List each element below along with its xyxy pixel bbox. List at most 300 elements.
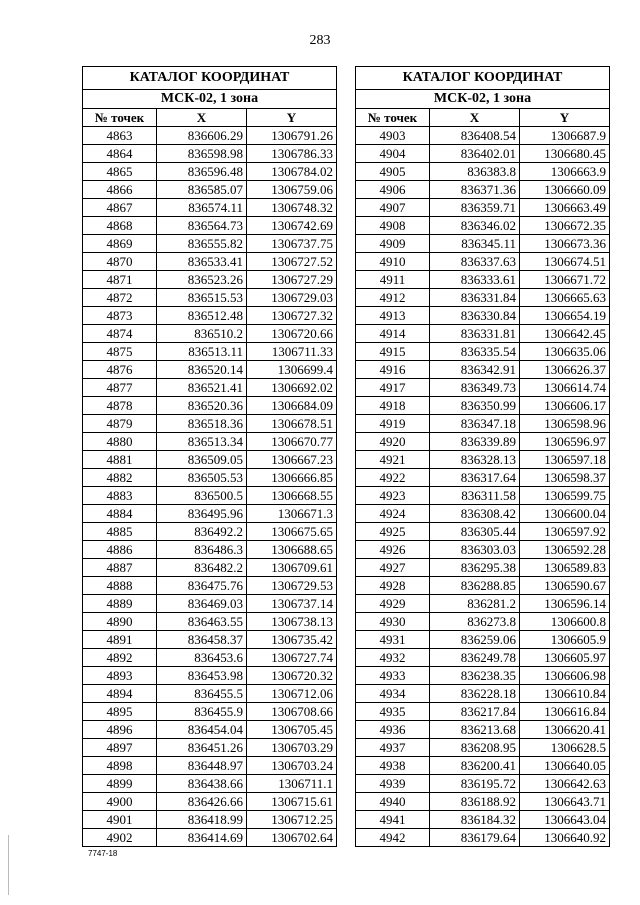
- x-coordinate-cell: 836523.26: [157, 271, 247, 289]
- point-number-cell: 4907: [356, 199, 430, 217]
- table-row: [356, 577, 610, 595]
- point-number-cell: 4935: [356, 703, 430, 721]
- y-coordinate-cell: 1306720.32: [247, 667, 337, 685]
- x-coordinate-cell: 836342.91: [430, 361, 520, 379]
- x-coordinate-cell: 836598.98: [157, 145, 247, 163]
- y-coordinate-cell: 1306614.74: [520, 379, 610, 397]
- y-coordinate-cell: 1306606.17: [520, 397, 610, 415]
- table-row: [83, 271, 337, 289]
- x-coordinate-cell: 836200.41: [430, 757, 520, 775]
- x-coordinate-cell: 836317.64: [430, 469, 520, 487]
- table-row: [356, 217, 610, 235]
- point-number-cell: 4867: [83, 199, 157, 217]
- point-number-cell: 4897: [83, 739, 157, 757]
- table-row: [356, 433, 610, 451]
- x-coordinate-cell: 836475.76: [157, 577, 247, 595]
- point-number-cell: 4879: [83, 415, 157, 433]
- table-row: [83, 325, 337, 343]
- point-number-cell: 4904: [356, 145, 430, 163]
- table-row: [356, 343, 610, 361]
- table-row: [83, 451, 337, 469]
- y-coordinate-cell: 1306643.04: [520, 811, 610, 829]
- table-row: [83, 433, 337, 451]
- point-number-cell: 4892: [83, 649, 157, 667]
- x-coordinate-cell: 836259.06: [430, 631, 520, 649]
- x-coordinate-cell: 836463.55: [157, 613, 247, 631]
- point-number-cell: 4914: [356, 325, 430, 343]
- y-coordinate-cell: 1306628.5: [520, 739, 610, 757]
- y-coordinate-cell: 1306712.25: [247, 811, 337, 829]
- point-number-cell: 4895: [83, 703, 157, 721]
- y-coordinate-cell: 1306620.41: [520, 721, 610, 739]
- x-coordinate-cell: 836426.66: [157, 793, 247, 811]
- y-coordinate-cell: 1306703.24: [247, 757, 337, 775]
- table-title: КАТАЛОГ КООРДИНАТ: [356, 67, 610, 90]
- x-coordinate-cell: 836208.95: [430, 739, 520, 757]
- point-number-cell: 4909: [356, 235, 430, 253]
- y-coordinate-cell: 1306671.3: [247, 505, 337, 523]
- point-number-cell: 4880: [83, 433, 157, 451]
- table-row: [356, 811, 610, 829]
- point-number-cell: 4900: [83, 793, 157, 811]
- y-coordinate-cell: 1306674.51: [520, 253, 610, 271]
- table-row: [83, 343, 337, 361]
- point-number-cell: 4942: [356, 829, 430, 847]
- y-coordinate-cell: 1306616.84: [520, 703, 610, 721]
- x-coordinate-cell: 836513.34: [157, 433, 247, 451]
- table-row: [83, 577, 337, 595]
- table-row: [83, 541, 337, 559]
- x-coordinate-cell: 836217.84: [430, 703, 520, 721]
- y-coordinate-cell: 1306642.45: [520, 325, 610, 343]
- table-row: [83, 811, 337, 829]
- table-row: [356, 649, 610, 667]
- x-coordinate-cell: 836509.05: [157, 451, 247, 469]
- y-coordinate-cell: 1306670.77: [247, 433, 337, 451]
- y-coordinate-cell: 1306692.02: [247, 379, 337, 397]
- y-coordinate-cell: 1306626.37: [520, 361, 610, 379]
- table-row: [83, 559, 337, 577]
- point-number-cell: 4931: [356, 631, 430, 649]
- y-coordinate-cell: 1306600.04: [520, 505, 610, 523]
- column-header-y: Y: [247, 109, 337, 127]
- x-coordinate-cell: 836454.04: [157, 721, 247, 739]
- table-row: [83, 793, 337, 811]
- y-coordinate-cell: 1306703.29: [247, 739, 337, 757]
- point-number-cell: 4891: [83, 631, 157, 649]
- x-coordinate-cell: 836330.84: [430, 307, 520, 325]
- point-number-cell: 4899: [83, 775, 157, 793]
- y-coordinate-cell: 1306715.61: [247, 793, 337, 811]
- x-coordinate-cell: 836596.48: [157, 163, 247, 181]
- x-coordinate-cell: 836339.89: [430, 433, 520, 451]
- x-coordinate-cell: 836335.54: [430, 343, 520, 361]
- table-row: [83, 127, 337, 145]
- y-coordinate-cell: 1306660.09: [520, 181, 610, 199]
- x-coordinate-cell: 836349.73: [430, 379, 520, 397]
- table-row: [83, 631, 337, 649]
- y-coordinate-cell: 1306597.18: [520, 451, 610, 469]
- y-coordinate-cell: 1306737.14: [247, 595, 337, 613]
- x-coordinate-cell: 836515.53: [157, 289, 247, 307]
- x-coordinate-cell: 836347.18: [430, 415, 520, 433]
- x-coordinate-cell: 836455.9: [157, 703, 247, 721]
- y-coordinate-cell: 1306791.26: [247, 127, 337, 145]
- x-coordinate-cell: 836408.54: [430, 127, 520, 145]
- x-coordinate-cell: 836505.53: [157, 469, 247, 487]
- x-coordinate-cell: 836495.96: [157, 505, 247, 523]
- y-coordinate-cell: 1306654.19: [520, 307, 610, 325]
- y-coordinate-cell: 1306711.33: [247, 343, 337, 361]
- point-number-cell: 4924: [356, 505, 430, 523]
- table-row: [83, 217, 337, 235]
- point-number-cell: 4925: [356, 523, 430, 541]
- table-row: [83, 253, 337, 271]
- document-code: 7747-18: [88, 849, 118, 858]
- point-number-cell: 4917: [356, 379, 430, 397]
- table-row: [356, 793, 610, 811]
- table-row: [83, 307, 337, 325]
- x-coordinate-cell: 836238.35: [430, 667, 520, 685]
- table-row: [356, 523, 610, 541]
- y-coordinate-cell: 1306600.8: [520, 613, 610, 631]
- x-coordinate-cell: 836486.3: [157, 541, 247, 559]
- y-coordinate-cell: 1306598.37: [520, 469, 610, 487]
- point-number-cell: 4934: [356, 685, 430, 703]
- table-zone: МСК-02, 1 зона: [83, 90, 337, 109]
- point-number-cell: 4873: [83, 307, 157, 325]
- point-number-cell: 4865: [83, 163, 157, 181]
- y-coordinate-cell: 1306635.06: [520, 343, 610, 361]
- x-coordinate-cell: 836451.26: [157, 739, 247, 757]
- point-number-cell: 4927: [356, 559, 430, 577]
- table-row: [356, 397, 610, 415]
- y-coordinate-cell: 1306671.72: [520, 271, 610, 289]
- x-coordinate-cell: 836448.97: [157, 757, 247, 775]
- table-row: [83, 595, 337, 613]
- y-coordinate-cell: 1306702.64: [247, 829, 337, 847]
- x-coordinate-cell: 836458.37: [157, 631, 247, 649]
- point-number-cell: 4866: [83, 181, 157, 199]
- table-row: [83, 613, 337, 631]
- y-coordinate-cell: 1306759.06: [247, 181, 337, 199]
- point-number-cell: 4890: [83, 613, 157, 631]
- table-row: [356, 775, 610, 793]
- table-row: [356, 541, 610, 559]
- x-coordinate-cell: 836359.71: [430, 199, 520, 217]
- table-row: [356, 415, 610, 433]
- table-row: [356, 235, 610, 253]
- point-number-cell: 4886: [83, 541, 157, 559]
- point-number-cell: 4902: [83, 829, 157, 847]
- x-coordinate-cell: 836520.14: [157, 361, 247, 379]
- table-row: [356, 595, 610, 613]
- point-number-cell: 4876: [83, 361, 157, 379]
- point-number-cell: 4871: [83, 271, 157, 289]
- point-number-cell: 4878: [83, 397, 157, 415]
- point-number-cell: 4919: [356, 415, 430, 433]
- point-number-cell: 4941: [356, 811, 430, 829]
- table-row: [83, 703, 337, 721]
- x-coordinate-cell: 836513.11: [157, 343, 247, 361]
- y-coordinate-cell: 1306606.98: [520, 667, 610, 685]
- page-number: 283: [309, 33, 331, 48]
- y-coordinate-cell: 1306597.92: [520, 523, 610, 541]
- x-coordinate-cell: 836371.36: [430, 181, 520, 199]
- table-row: [356, 613, 610, 631]
- x-coordinate-cell: 836606.29: [157, 127, 247, 145]
- x-coordinate-cell: 836500.5: [157, 487, 247, 505]
- table-row: [83, 649, 337, 667]
- point-number-cell: 4938: [356, 757, 430, 775]
- table-row: [83, 487, 337, 505]
- table-row: [83, 145, 337, 163]
- y-coordinate-cell: 1306735.42: [247, 631, 337, 649]
- table-row: [356, 559, 610, 577]
- x-coordinate-cell: 836333.61: [430, 271, 520, 289]
- y-coordinate-cell: 1306589.83: [520, 559, 610, 577]
- y-coordinate-cell: 1306643.71: [520, 793, 610, 811]
- table-row: [83, 667, 337, 685]
- y-coordinate-cell: 1306605.9: [520, 631, 610, 649]
- table-row: [83, 163, 337, 181]
- point-number-cell: 4874: [83, 325, 157, 343]
- y-coordinate-cell: 1306738.13: [247, 613, 337, 631]
- table-row: [356, 487, 610, 505]
- point-number-cell: 4908: [356, 217, 430, 235]
- y-coordinate-cell: 1306711.1: [247, 775, 337, 793]
- y-coordinate-cell: 1306720.66: [247, 325, 337, 343]
- x-coordinate-cell: 836346.02: [430, 217, 520, 235]
- x-coordinate-cell: 836469.03: [157, 595, 247, 613]
- x-coordinate-cell: 836331.84: [430, 289, 520, 307]
- y-coordinate-cell: 1306675.65: [247, 523, 337, 541]
- x-coordinate-cell: 836414.69: [157, 829, 247, 847]
- table-row: [83, 685, 337, 703]
- y-coordinate-cell: 1306610.84: [520, 685, 610, 703]
- y-coordinate-cell: 1306688.65: [247, 541, 337, 559]
- x-coordinate-cell: 836383.8: [430, 163, 520, 181]
- x-coordinate-cell: 836281.2: [430, 595, 520, 613]
- x-coordinate-cell: 836585.07: [157, 181, 247, 199]
- point-number-cell: 4872: [83, 289, 157, 307]
- point-number-cell: 4922: [356, 469, 430, 487]
- y-coordinate-cell: 1306712.06: [247, 685, 337, 703]
- table-row: [356, 667, 610, 685]
- y-coordinate-cell: 1306642.63: [520, 775, 610, 793]
- y-coordinate-cell: 1306729.53: [247, 577, 337, 595]
- point-number-cell: 4923: [356, 487, 430, 505]
- point-number-cell: 4868: [83, 217, 157, 235]
- x-coordinate-cell: 836453.98: [157, 667, 247, 685]
- y-coordinate-cell: 1306592.28: [520, 541, 610, 559]
- y-coordinate-cell: 1306680.45: [520, 145, 610, 163]
- table-row: [83, 361, 337, 379]
- point-number-cell: 4888: [83, 577, 157, 595]
- y-coordinate-cell: 1306727.52: [247, 253, 337, 271]
- table-title: КАТАЛОГ КООРДИНАТ: [83, 67, 337, 90]
- table-row: [83, 181, 337, 199]
- table-row: [83, 199, 337, 217]
- x-coordinate-cell: 836350.99: [430, 397, 520, 415]
- point-number-cell: 4906: [356, 181, 430, 199]
- table-row: [83, 775, 337, 793]
- y-coordinate-cell: 1306737.75: [247, 235, 337, 253]
- x-coordinate-cell: 836328.13: [430, 451, 520, 469]
- point-number-cell: 4883: [83, 487, 157, 505]
- x-coordinate-cell: 836492.2: [157, 523, 247, 541]
- x-coordinate-cell: 836520.36: [157, 397, 247, 415]
- x-coordinate-cell: 836521.41: [157, 379, 247, 397]
- table-row: [356, 685, 610, 703]
- table-row: [83, 379, 337, 397]
- y-coordinate-cell: 1306665.63: [520, 289, 610, 307]
- table-zone: МСК-02, 1 зона: [356, 90, 610, 109]
- column-header-x: X: [157, 109, 247, 127]
- y-coordinate-cell: 1306786.33: [247, 145, 337, 163]
- point-number-cell: 4893: [83, 667, 157, 685]
- y-coordinate-cell: 1306727.32: [247, 307, 337, 325]
- y-coordinate-cell: 1306709.61: [247, 559, 337, 577]
- point-number-cell: 4913: [356, 307, 430, 325]
- x-coordinate-cell: 836455.5: [157, 685, 247, 703]
- table-row: [356, 127, 610, 145]
- table-row: [356, 253, 610, 271]
- x-coordinate-cell: 836345.11: [430, 235, 520, 253]
- y-coordinate-cell: 1306605.97: [520, 649, 610, 667]
- y-coordinate-cell: 1306598.96: [520, 415, 610, 433]
- point-number-cell: 4918: [356, 397, 430, 415]
- x-coordinate-cell: 836512.48: [157, 307, 247, 325]
- table-row: [356, 361, 610, 379]
- table-row: [83, 523, 337, 541]
- x-coordinate-cell: 836288.85: [430, 577, 520, 595]
- table-row: [83, 829, 337, 847]
- table-row: [83, 739, 337, 757]
- y-coordinate-cell: 1306667.23: [247, 451, 337, 469]
- x-coordinate-cell: 836337.63: [430, 253, 520, 271]
- table-row: [356, 271, 610, 289]
- y-coordinate-cell: 1306684.09: [247, 397, 337, 415]
- table-row: [356, 379, 610, 397]
- point-number-cell: 4921: [356, 451, 430, 469]
- table-row: [356, 289, 610, 307]
- table-row: [356, 505, 610, 523]
- point-number-cell: 4905: [356, 163, 430, 181]
- table-body: [356, 127, 610, 847]
- x-coordinate-cell: 836311.58: [430, 487, 520, 505]
- point-number-cell: 4887: [83, 559, 157, 577]
- coordinate-catalog-table-left: [82, 66, 337, 847]
- point-number-cell: 4889: [83, 595, 157, 613]
- point-number-cell: 4875: [83, 343, 157, 361]
- y-coordinate-cell: 1306668.55: [247, 487, 337, 505]
- x-coordinate-cell: 836249.78: [430, 649, 520, 667]
- y-coordinate-cell: 1306599.75: [520, 487, 610, 505]
- point-number-cell: 4885: [83, 523, 157, 541]
- point-number-cell: 4933: [356, 667, 430, 685]
- table-row: [83, 397, 337, 415]
- column-header-point-number: № точек: [83, 109, 157, 127]
- point-number-cell: 4937: [356, 739, 430, 757]
- column-header-y: Y: [520, 109, 610, 127]
- y-coordinate-cell: 1306673.36: [520, 235, 610, 253]
- x-coordinate-cell: 836305.44: [430, 523, 520, 541]
- table-row: [356, 703, 610, 721]
- coordinate-catalog-table-right: [355, 66, 610, 847]
- y-coordinate-cell: 1306784.02: [247, 163, 337, 181]
- x-coordinate-cell: 836188.92: [430, 793, 520, 811]
- y-coordinate-cell: 1306663.49: [520, 199, 610, 217]
- x-coordinate-cell: 836564.73: [157, 217, 247, 235]
- y-coordinate-cell: 1306678.51: [247, 415, 337, 433]
- x-coordinate-cell: 836195.72: [430, 775, 520, 793]
- table-row: [83, 415, 337, 433]
- x-coordinate-cell: 836213.68: [430, 721, 520, 739]
- y-coordinate-cell: 1306727.29: [247, 271, 337, 289]
- table-row: [356, 181, 610, 199]
- point-number-cell: 4903: [356, 127, 430, 145]
- x-coordinate-cell: 836533.41: [157, 253, 247, 271]
- point-number-cell: 4930: [356, 613, 430, 631]
- y-coordinate-cell: 1306705.45: [247, 721, 337, 739]
- table-row: [356, 469, 610, 487]
- table-row: [356, 451, 610, 469]
- y-coordinate-cell: 1306666.85: [247, 469, 337, 487]
- point-number-cell: 4932: [356, 649, 430, 667]
- y-coordinate-cell: 1306727.74: [247, 649, 337, 667]
- table-row: [356, 145, 610, 163]
- point-number-cell: 4869: [83, 235, 157, 253]
- column-header-x: X: [430, 109, 520, 127]
- y-coordinate-cell: 1306687.9: [520, 127, 610, 145]
- x-coordinate-cell: 836453.6: [157, 649, 247, 667]
- point-number-cell: 4898: [83, 757, 157, 775]
- y-coordinate-cell: 1306590.67: [520, 577, 610, 595]
- x-coordinate-cell: 836438.66: [157, 775, 247, 793]
- x-coordinate-cell: 836518.36: [157, 415, 247, 433]
- point-number-cell: 4940: [356, 793, 430, 811]
- point-number-cell: 4894: [83, 685, 157, 703]
- y-coordinate-cell: 1306663.9: [520, 163, 610, 181]
- table-row: [83, 505, 337, 523]
- point-number-cell: 4936: [356, 721, 430, 739]
- point-number-cell: 4911: [356, 271, 430, 289]
- point-number-cell: 4920: [356, 433, 430, 451]
- point-number-cell: 4881: [83, 451, 157, 469]
- point-number-cell: 4863: [83, 127, 157, 145]
- point-number-cell: 4901: [83, 811, 157, 829]
- point-number-cell: 4882: [83, 469, 157, 487]
- x-coordinate-cell: 836308.42: [430, 505, 520, 523]
- point-number-cell: 4916: [356, 361, 430, 379]
- y-coordinate-cell: 1306596.14: [520, 595, 610, 613]
- y-coordinate-cell: 1306640.92: [520, 829, 610, 847]
- point-number-cell: 4912: [356, 289, 430, 307]
- x-coordinate-cell: 836228.18: [430, 685, 520, 703]
- x-coordinate-cell: 836510.2: [157, 325, 247, 343]
- point-number-cell: 4928: [356, 577, 430, 595]
- x-coordinate-cell: 836555.82: [157, 235, 247, 253]
- x-coordinate-cell: 836482.2: [157, 559, 247, 577]
- table-row: [356, 757, 610, 775]
- point-number-cell: 4939: [356, 775, 430, 793]
- y-coordinate-cell: 1306672.35: [520, 217, 610, 235]
- y-coordinate-cell: 1306742.69: [247, 217, 337, 235]
- point-number-cell: 4929: [356, 595, 430, 613]
- point-number-cell: 4896: [83, 721, 157, 739]
- x-coordinate-cell: 836574.11: [157, 199, 247, 217]
